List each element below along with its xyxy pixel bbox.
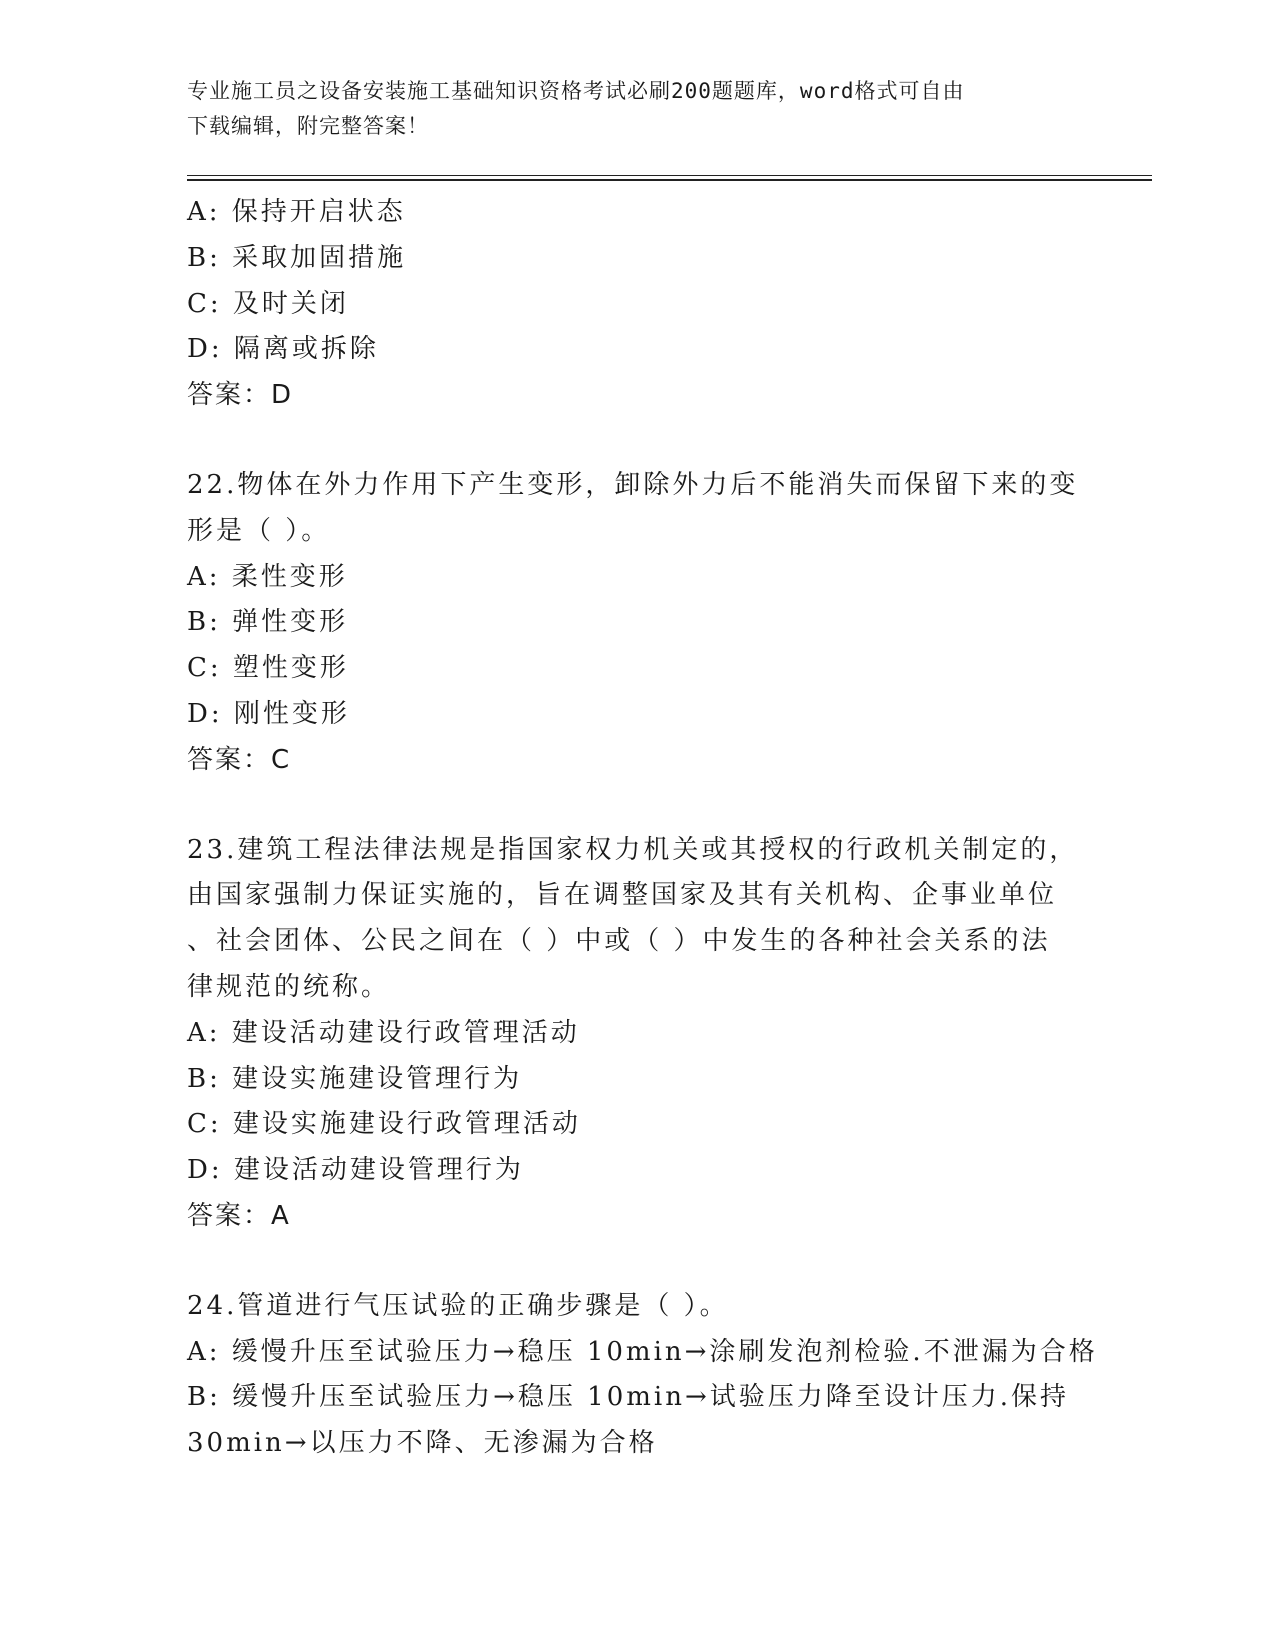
answer: 答案：D: [187, 380, 294, 411]
question-24: [187, 1284, 1098, 1467]
option-d: D: 刚性变形: [187, 698, 350, 729]
question-stem-line: 、社会团体、公民之间在（ ）中或（ ）中发生的各种社会关系的法: [187, 926, 1051, 957]
option-a: A: 建设活动建设行政管理活动: [187, 1017, 580, 1048]
option-a: A: 缓慢升压至试验压力→稳压 10min→涂刷发泡剂检验.不泄漏为合格: [187, 1336, 1098, 1367]
answer: 答案：C: [187, 744, 292, 775]
question-stem-line: 24.管道进行气压试验的正确步骤是（ ）。: [187, 1290, 729, 1321]
question-stem-line: 由国家强制力保证实施的，旨在调整国家及其有关机构、企事业单位: [187, 880, 1058, 911]
option-a: A: 保持开启状态: [187, 197, 406, 227]
question-stem-line: 形是（ ）。: [187, 515, 331, 546]
header-line-2: 下载编辑，附完整答案！: [187, 114, 429, 138]
option-b-continued: 30min→以压力不降、无渗漏为合格: [187, 1428, 658, 1459]
option-b: B: 建设实施建设管理行为: [187, 1063, 523, 1094]
option-d: D: 建设活动建设管理行为: [187, 1155, 524, 1186]
spacer: [187, 1240, 1087, 1284]
question-22: [187, 463, 1087, 784]
question-stem-line: 23.建筑工程法律法规是指国家权力机关或其授权的行政机关制定的，: [187, 834, 1079, 865]
document-body: [187, 190, 1098, 1467]
option-b: B: 弹性变形: [187, 607, 349, 638]
option-b: B: 缓慢升压至试验压力→稳压 10min→试验压力降至设计压力.保持: [187, 1382, 1070, 1413]
option-c: C: 及时关闭: [187, 288, 349, 319]
option-d: D: 隔离或拆除: [187, 334, 379, 365]
option-c: C: 建设实施建设行政管理活动: [187, 1109, 581, 1140]
header-line-1: 专业施工员之设备安装施工基础知识资格考试必刷200题题库，word格式可自由: [187, 79, 965, 103]
question-21: [187, 190, 1087, 419]
question-23: [187, 828, 1087, 1240]
option-b: B: 采取加固措施: [187, 242, 407, 273]
spacer: [187, 419, 1087, 463]
question-stem-line: 律规范的统称。: [187, 971, 391, 1002]
answer: 答案：A: [187, 1200, 291, 1231]
spacer: [187, 784, 1087, 828]
question-stem-line: 22.物体在外力作用下产生变形，卸除外力后不能消失而保留下来的变: [187, 469, 1079, 500]
document-header: [187, 74, 1067, 144]
header-divider-thick: [187, 179, 1152, 181]
option-a: A: 柔性变形: [187, 561, 348, 592]
header-divider-thin: [187, 175, 1152, 176]
option-c: C: 塑性变形: [187, 653, 349, 684]
